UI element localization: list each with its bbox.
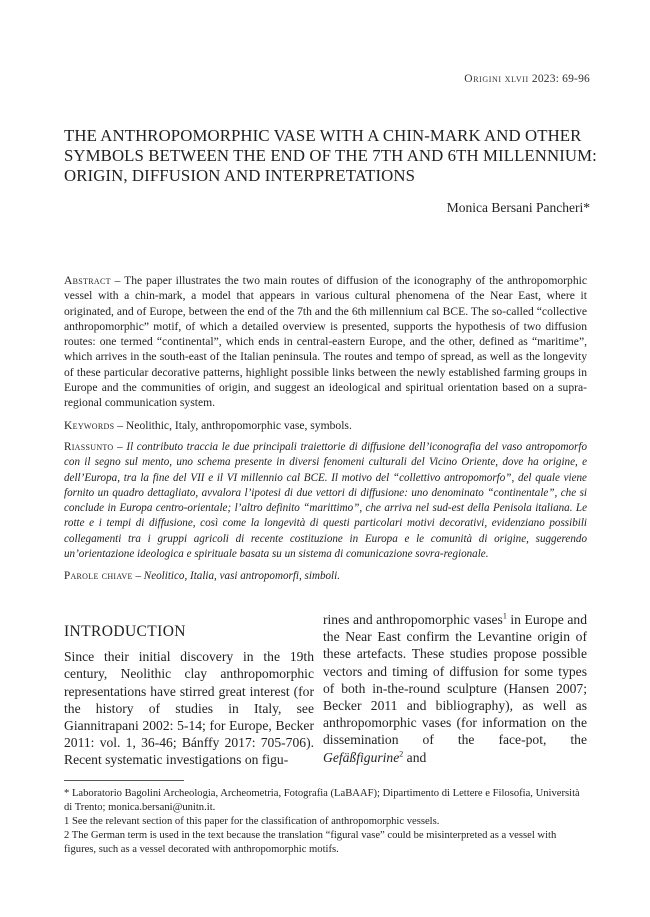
footnote-2: 2 The German term is used in the text because the translation “figural vase” could be misinterpreted as a vessel with figures, such as a vessel decorated with anthropomorphic motifs. xyxy=(64,830,557,855)
body-text-right-part-a: rines and anthropomorphic vases xyxy=(323,612,503,627)
abstract-block xyxy=(64,273,587,592)
body-text-right xyxy=(323,611,587,766)
footnote-1: 1 See the relevant section of this paper for the classification of anthropomorphic vessels. xyxy=(64,816,440,827)
keywords-label: Keywords xyxy=(64,418,115,432)
keywords-text: – Neolithic, Italy, anthropomorphic vase, symbols. xyxy=(114,418,352,432)
riassunto-text: – Il contributo traccia le due principali traiettorie di diffusione dell’iconografia del vaso antropomorfo con il segno sul mento, uno schema presente in diversi fenomeni culturali del Vicino Oriente, dove ha origine, e dell’Europa, tra la fine del VII e il VI millennio cal BCE. Il motivo del “collettivo antropomorfo”, del quale viene fornito un quadro dettagliato, avvalora l’ipotesi di due vettori di diffusione: uno denominato “continentale”, che si conclude in Europa centro-orientale; l’altro definito “marittimo”, che arriva nel sud-est della Penisola italiana. Le rotte e i tempi di diffusione, così come la longevità di questi particolari motivi decorativi, evidenziano possibili collegamenti tra i gruppi agricoli di recente costituzione in Europa e le comunità di origine, suggerendo un’orientazione ideologica e spirituale basata su un sistema di comunicazione sovra-regionale. xyxy=(64,440,587,561)
term-gefassfigurine: Gefäßfigurine xyxy=(323,749,400,765)
riassunto-paragraph xyxy=(64,440,587,562)
footnote-rule xyxy=(64,780,184,781)
author-name: Monica Bersani Pancheri* xyxy=(446,200,590,215)
section-heading-introduction: INTRODUCTION xyxy=(64,623,186,640)
abstract-label: Abstract xyxy=(64,274,111,287)
body-text-left: Since their initial discovery in the 19th century, Neolithic clay anthropomorphic representations have stirred great interest (for the history of studies in Italy, see Giannitrapani 2002: 5-14; for Europe, Becker 2011: vol. 1, 36-46; Bánffy 2017: 705-706). Recent systematic investigations on figu- xyxy=(64,649,314,768)
journal-year-pages: 2023: 69-96 xyxy=(531,73,590,85)
body-column-right xyxy=(323,611,587,766)
running-head xyxy=(464,73,590,85)
footnote-affiliation: * Laboratorio Bagolini Archeologia, Archeometria, Fotografia (LaBAAF); Dipartimento di Lettere e Filosofia, Università di Trento; monica.bersani@unitn.it. xyxy=(64,788,580,813)
abstract-paragraph xyxy=(64,273,587,411)
abstract-text: – The paper illustrates the two main routes of diffusion of the iconography of the anthropomorphic vessel with a chin-mark, a model that appears in various cultural phenomena of the Near East, where it originated, and of Europe, between the end of the 7th and the 6th millennium cal BCE. The so-called “collective anthropomorphic” motif, of which a detailed overview is presented, supports the hypothesis of two diffusion routes: one termed “continental”, which ends in central-eastern Europe, and the other, defined as “maritime”, which arrives in the south-east of the Italian peninsula. The routes and tempo of spread, as well as the longevity of these particular decorative patterns, highlight possible links between the newly established farming groups in Europe and the communities of origin, and suggest an ideological and spiritual orientation based on a supra-regional communication system. xyxy=(64,274,587,410)
body-column-left xyxy=(64,611,314,769)
journal-name: Origini xyxy=(464,73,502,85)
body-text-right-part-b: in Europe and the Near East confirm the Levantine origin of these artefacts. These studies propose possible vectors and timing of diffusion for some types of both in-the-round sculpture (Hansen 2007; Becker 2011 and bibliography), as well as anthropomorphic vases (for information on the dissemination of the face-pot, the xyxy=(323,612,587,748)
footnote-ref-1[interactable]: 1 xyxy=(502,611,507,621)
body-text-right-part-c: and xyxy=(403,749,427,765)
footnotes xyxy=(64,787,587,857)
parole-chiave-text: – Neolitico, Italia, vasi antropomorfi, simboli. xyxy=(132,570,340,583)
keywords-paragraph xyxy=(64,418,587,433)
footnote-ref-2[interactable]: 2 xyxy=(399,749,404,759)
riassunto-label: Riassunto xyxy=(64,440,114,453)
paper-title: THE ANTHROPOMORPHIC VASE WITH A CHIN-MARK AND OTHER SYMBOLS BETWEEN THE END OF THE 7TH AND 6TH MILLENNIUM: ORIGIN, DIFFUSION AND INTERPRETATIONS xyxy=(64,126,597,185)
parole-chiave-label: Parole chiave xyxy=(64,570,133,583)
parole-chiave-paragraph xyxy=(64,569,587,584)
journal-volume: xlvii xyxy=(504,73,529,85)
